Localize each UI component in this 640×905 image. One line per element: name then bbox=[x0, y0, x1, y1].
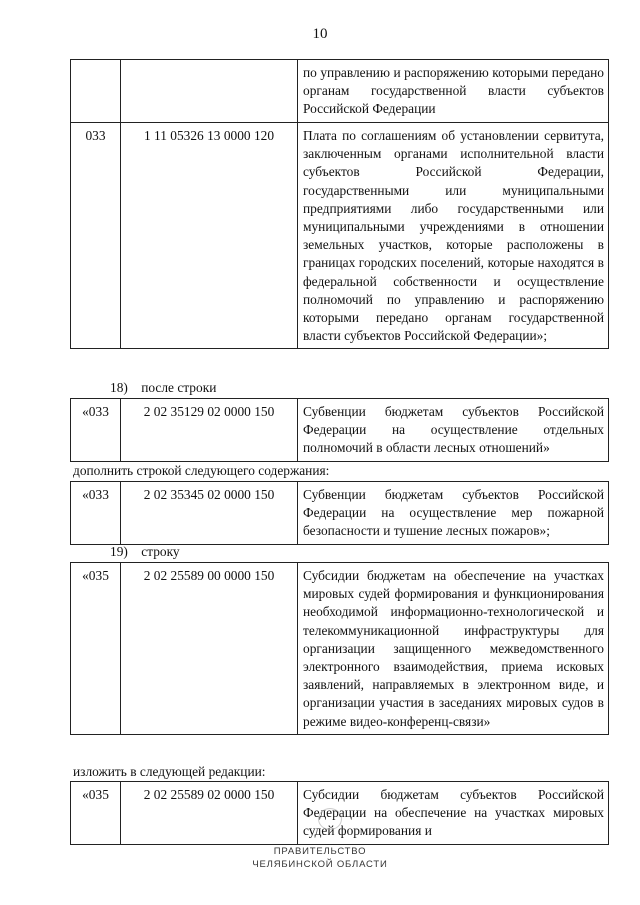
item-19-text: 19) строку bbox=[110, 544, 180, 559]
item-18-text: 18) после строки bbox=[110, 380, 217, 395]
table-block-1 bbox=[70, 59, 609, 349]
add-line-text: дополнить строкой следующего содержания: bbox=[73, 463, 330, 478]
table-row bbox=[71, 60, 609, 123]
description-cell: Субсидии бюджетам субъектов Российской Федерации на обеспечение на участках мировых судей формирования и bbox=[298, 782, 609, 845]
admin-code-cell: «035 bbox=[71, 782, 121, 845]
stamp-seal-icon bbox=[318, 808, 342, 830]
table-block-2 bbox=[70, 398, 609, 462]
description-cell: Субвенции бюджетам субъектов Российской Федерации на осуществление отдельных полномочий в области лесных отношений» bbox=[298, 399, 609, 462]
description-cell: Субсидии бюджетам на обеспечение на участках мировых судей формирования и функционирования необходимой информационно-технологической и телекоммуникационной инфраструктуры для организации защищенного межведомственного электронного взаимодействия, приема исковых заявлений, направляемых в электронном виде, и организации участия в заседаниях мировых судов в режиме видео-конференц-связи» bbox=[298, 563, 609, 735]
budget-code-cell: 2 02 25589 02 0000 150 bbox=[121, 782, 298, 845]
admin-code-cell bbox=[71, 60, 121, 123]
table-block-4 bbox=[70, 562, 609, 735]
description-cell: по управлению и распоряжению которыми передано органам государственной власти субъектов Российской Федерации bbox=[298, 60, 609, 123]
stamp-line-1: ПРАВИТЕЛЬСТВО bbox=[273, 846, 367, 857]
table-block-3 bbox=[70, 481, 609, 545]
admin-code-cell: «033 bbox=[71, 482, 121, 545]
admin-code-cell: «035 bbox=[71, 563, 121, 735]
budget-code-cell: 2 02 35345 02 0000 150 bbox=[121, 482, 298, 545]
budget-code-cell bbox=[121, 60, 298, 123]
table-row bbox=[71, 482, 609, 545]
table-row bbox=[71, 563, 609, 735]
admin-code-cell: 033 bbox=[71, 123, 121, 349]
table-row bbox=[71, 399, 609, 462]
admin-code-cell: «033 bbox=[71, 399, 121, 462]
description-cell: Плата по соглашениям об установлении сервитута, заключенным органами исполнительной власти субъектов Российской Федерации, государственными или муниципальными предприятиями либо государственными или муниципальными учреждениями в отношении земельных участков, которые расположены в границах городских поселений, которые находятся в федеральной собственности и осуществление полномочий по управлению и распоряжению которыми передано органам государственной власти субъектов Российской Федерации»; bbox=[298, 123, 609, 349]
budget-code-cell: 2 02 35129 02 0000 150 bbox=[121, 399, 298, 462]
stamp-line-2: ЧЕЛЯБИНСКОЙ ОБЛАСТИ bbox=[252, 859, 388, 870]
budget-code-cell: 2 02 25589 00 0000 150 bbox=[121, 563, 298, 735]
edit-line-text: изложить в следующей редакции: bbox=[73, 764, 266, 779]
description-cell: Субвенции бюджетам субъектов Российской Федерации на осуществление мер пожарной безопасности и тушение лесных пожаров»; bbox=[298, 482, 609, 545]
budget-code-cell: 1 11 05326 13 0000 120 bbox=[121, 123, 298, 349]
page-number: 10 bbox=[312, 26, 328, 42]
table-row bbox=[71, 123, 609, 349]
